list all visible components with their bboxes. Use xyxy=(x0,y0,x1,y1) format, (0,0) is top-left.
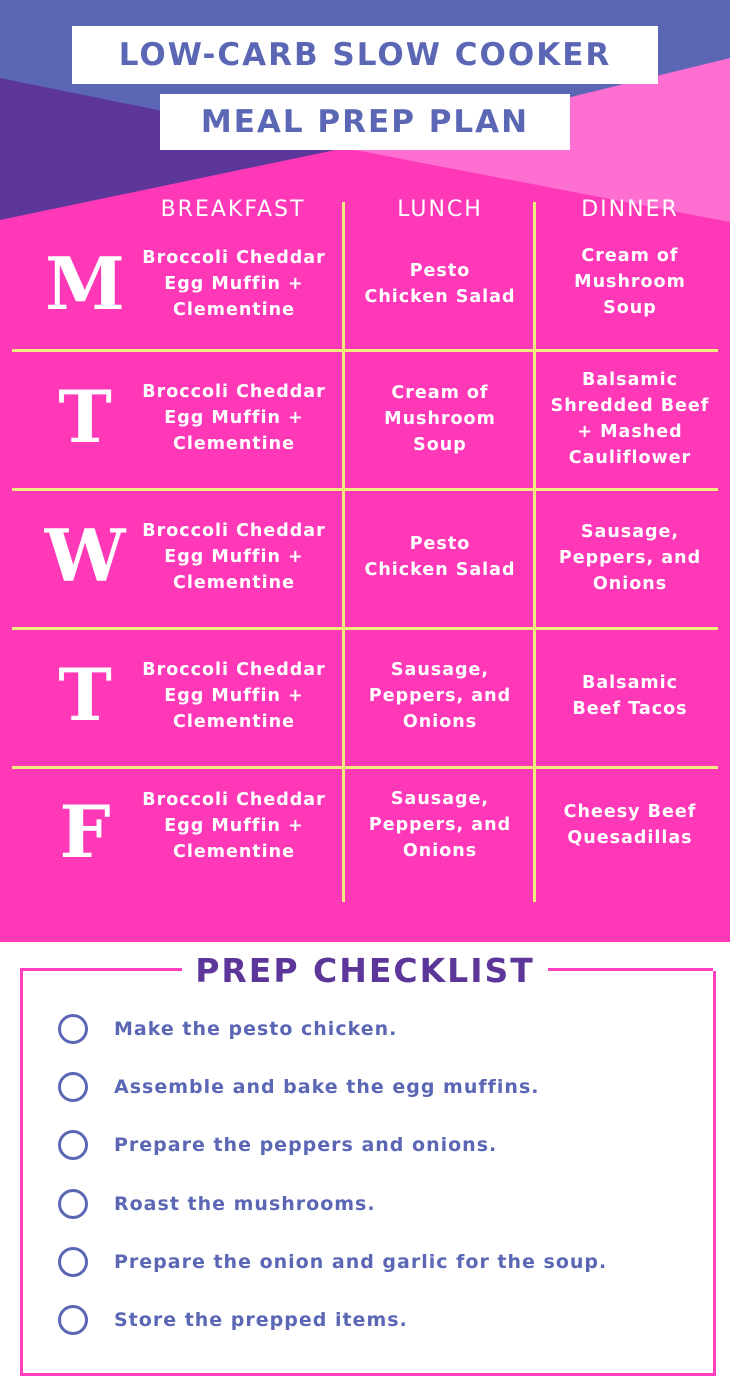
monday-lunch: Pesto Chicken Salad xyxy=(364,261,516,307)
grid-divider-horizontal xyxy=(12,349,718,352)
column-header-breakfast: BREAKFAST xyxy=(160,197,306,222)
grid-divider-horizontal xyxy=(12,488,718,491)
column-header-lunch: LUNCH xyxy=(397,197,483,222)
checklist-item-label: Make the pesto chicken. xyxy=(114,1018,398,1040)
day-letter-monday: M xyxy=(45,241,125,326)
checklist-item[interactable] xyxy=(58,1302,408,1338)
monday-breakfast: Broccoli Cheddar Egg Muffin + Clementine xyxy=(142,248,326,320)
day-letter-wednesday: W xyxy=(44,513,126,598)
wednesday-lunch: Pesto Chicken Salad xyxy=(364,534,516,580)
column-header-dinner: DINNER xyxy=(581,197,679,222)
wednesday-dinner: Sausage, Peppers, and Onions xyxy=(558,522,702,594)
wednesday-breakfast: Broccoli Cheddar Egg Muffin + Clementine xyxy=(142,521,326,593)
grid-divider-horizontal xyxy=(12,627,718,630)
checklist-item-label: Roast the mushrooms. xyxy=(114,1193,376,1215)
day-letter-thursday: T xyxy=(58,652,112,737)
tuesday-dinner: Balsamic Shredded Beef + Mashed Cauliflower xyxy=(550,370,710,468)
grid-divider-vertical xyxy=(342,202,345,902)
grid-divider-horizontal xyxy=(12,766,718,769)
checkbox-circle-icon[interactable] xyxy=(58,1072,88,1102)
checkbox-circle-icon[interactable] xyxy=(58,1305,88,1335)
friday-lunch: Sausage, Peppers, and Onions xyxy=(368,789,512,861)
thursday-dinner: Balsamic Beef Tacos xyxy=(572,673,688,719)
checklist-item[interactable] xyxy=(58,1011,397,1047)
title-line-1: LOW-CARB SLOW COOKER xyxy=(72,26,658,84)
day-letter-tuesday: T xyxy=(58,374,112,459)
checklist-frame-top-left xyxy=(20,968,182,971)
checklist-item-label: Store the prepped items. xyxy=(114,1309,408,1331)
checkbox-circle-icon[interactable] xyxy=(58,1247,88,1277)
checkbox-circle-icon[interactable] xyxy=(58,1014,88,1044)
checkbox-circle-icon[interactable] xyxy=(58,1189,88,1219)
tuesday-lunch: Cream of Mushroom Soup xyxy=(384,383,496,455)
checklist-item[interactable] xyxy=(58,1244,607,1280)
checklist-item-label: Prepare the peppers and onions. xyxy=(114,1134,498,1156)
checklist-item[interactable] xyxy=(58,1127,497,1163)
monday-dinner: Cream of Mushroom Soup xyxy=(574,246,686,318)
thursday-breakfast: Broccoli Cheddar Egg Muffin + Clementine xyxy=(142,660,326,732)
checklist-item-label: Assemble and bake the egg muffins. xyxy=(114,1076,540,1098)
tuesday-breakfast: Broccoli Cheddar Egg Muffin + Clementine xyxy=(142,382,326,454)
checkbox-circle-icon[interactable] xyxy=(58,1130,88,1160)
grid-divider-vertical xyxy=(533,202,536,902)
friday-dinner: Cheesy Beef Quesadillas xyxy=(563,802,697,848)
title-line-2: MEAL PREP PLAN xyxy=(160,94,570,150)
friday-breakfast: Broccoli Cheddar Egg Muffin + Clementine xyxy=(142,790,326,862)
checklist-item[interactable] xyxy=(58,1186,376,1222)
checklist-item-label: Prepare the onion and garlic for the soup. xyxy=(114,1251,608,1273)
thursday-lunch: Sausage, Peppers, and Onions xyxy=(368,660,512,732)
checklist-item[interactable] xyxy=(58,1069,539,1105)
checklist-frame-top-right xyxy=(548,968,713,971)
checklist-title: PREP CHECKLIST xyxy=(195,951,535,990)
day-letter-friday: F xyxy=(59,789,111,874)
